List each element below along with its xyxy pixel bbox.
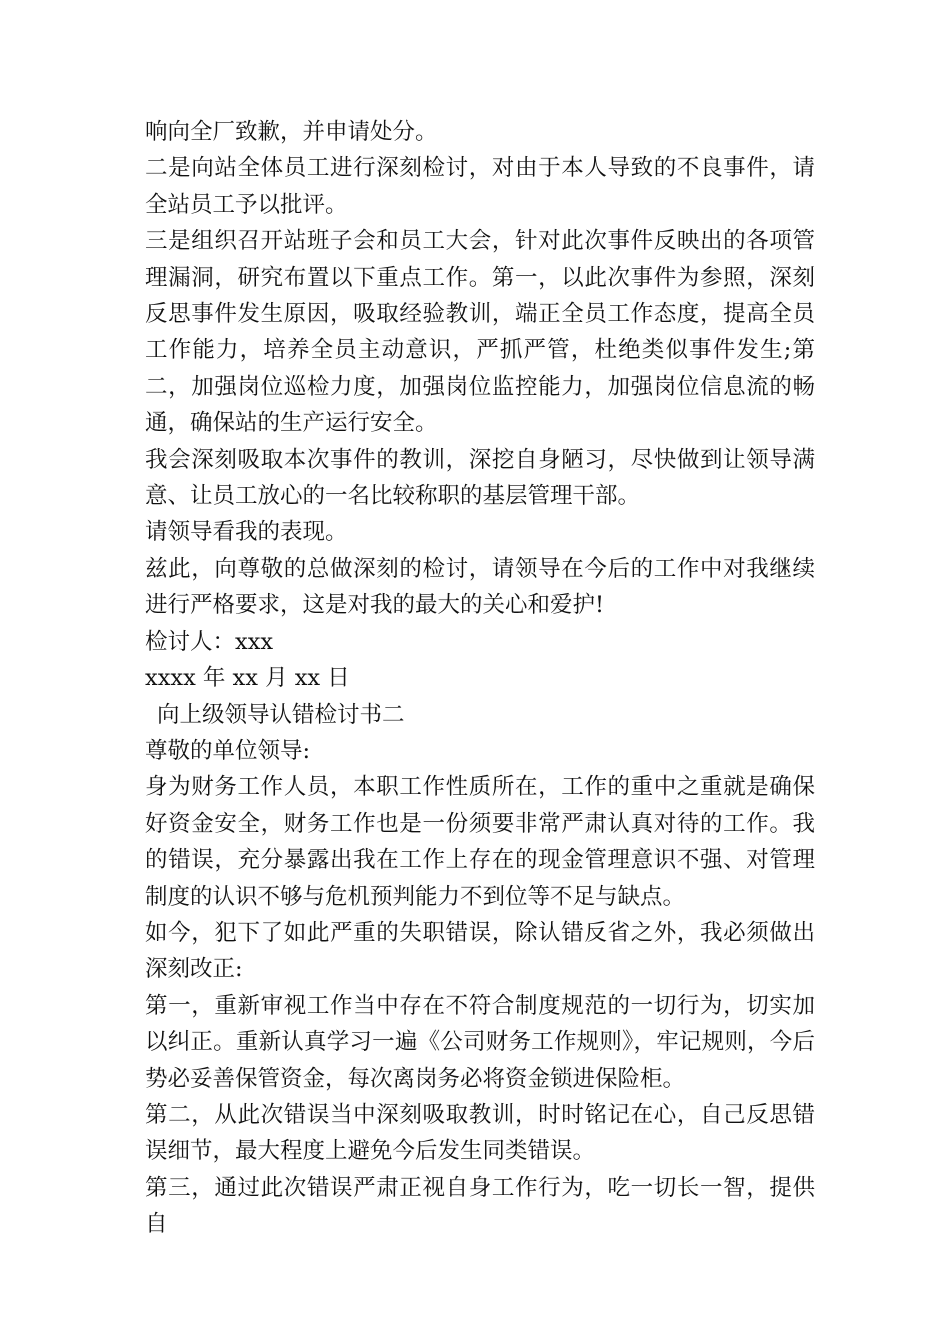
- paragraph: 身为财务工作人员，本职工作性质所在，工作的重中之重就是确保好资金安全，财务工作也是一份须要非常严肃认真对待的工作。我的错误，充分暴露出我在工作上存在的现金管理意识不强、对管理制度的认识不够与危机预判能力不到位等不足与缺点。: [145, 774, 815, 910]
- date-line: xxxx 年 xx 月 xx 日: [145, 665, 350, 692]
- signature-line: 检讨人：xxx: [145, 628, 274, 655]
- paragraph: 响向全厂致歉，并申请处分。: [145, 119, 438, 145]
- paragraph: 第三，通过此次错误严肃正视自身工作行为，吃一切长一智，提供自: [145, 1174, 815, 1238]
- section-title: 向上级领导认错检讨书二: [157, 701, 405, 728]
- document-body: [145, 114, 815, 1243]
- paragraph: 第二，从此次错误当中深刻吸取教训，时时铭记在心，自己反思错误细节，最大程度上避免今后发生同类错误。: [145, 1101, 815, 1165]
- paragraph: 我会深刻吸取本次事件的教训，深挖自身陋习，尽快做到让领导满意、让员工放心的一名比较称职的基层管理干部。: [145, 446, 815, 510]
- paragraph: 请领导看我的表现。: [145, 519, 348, 546]
- paragraph: 兹此，向尊敬的总做深刻的检讨，请领导在今后的工作中对我继续进行严格要求，这是对我的最大的关心和爱护!: [145, 555, 815, 619]
- paragraph: 三是组织召开站班子会和员工大会，针对此次事件反映出的各项管理漏洞，研究布置以下重点工作。第一，以此次事件为参照，深刻反思事件发生原因，吸取经验教训，端正全员工作态度，提高全员工作能力，培养全员主动意识，严抓严管，杜绝类似事件发生;第二，加强岗位巡检力度，加强岗位监控能力，加强岗位信息流的畅通，确保站的生产运行安全。: [145, 228, 815, 437]
- paragraph: 如今，犯下了如此严重的失职错误，除认错反省之外，我必须做出深刻改正:: [145, 919, 815, 983]
- paragraph: 第一，重新审视工作当中存在不符合制度规范的一切行为，切实加以纠正。重新认真学习一遍《公司财务工作规则》，牢记规则，今后势必妥善保管资金，每次离岗务必将资金锁进保险柜。: [145, 992, 815, 1092]
- salutation: 尊敬的单位领导:: [145, 737, 311, 764]
- paragraph: 二是向站全体员工进行深刻检讨，对由于本人导致的不良事件，请全站员工予以批评。: [145, 155, 815, 218]
